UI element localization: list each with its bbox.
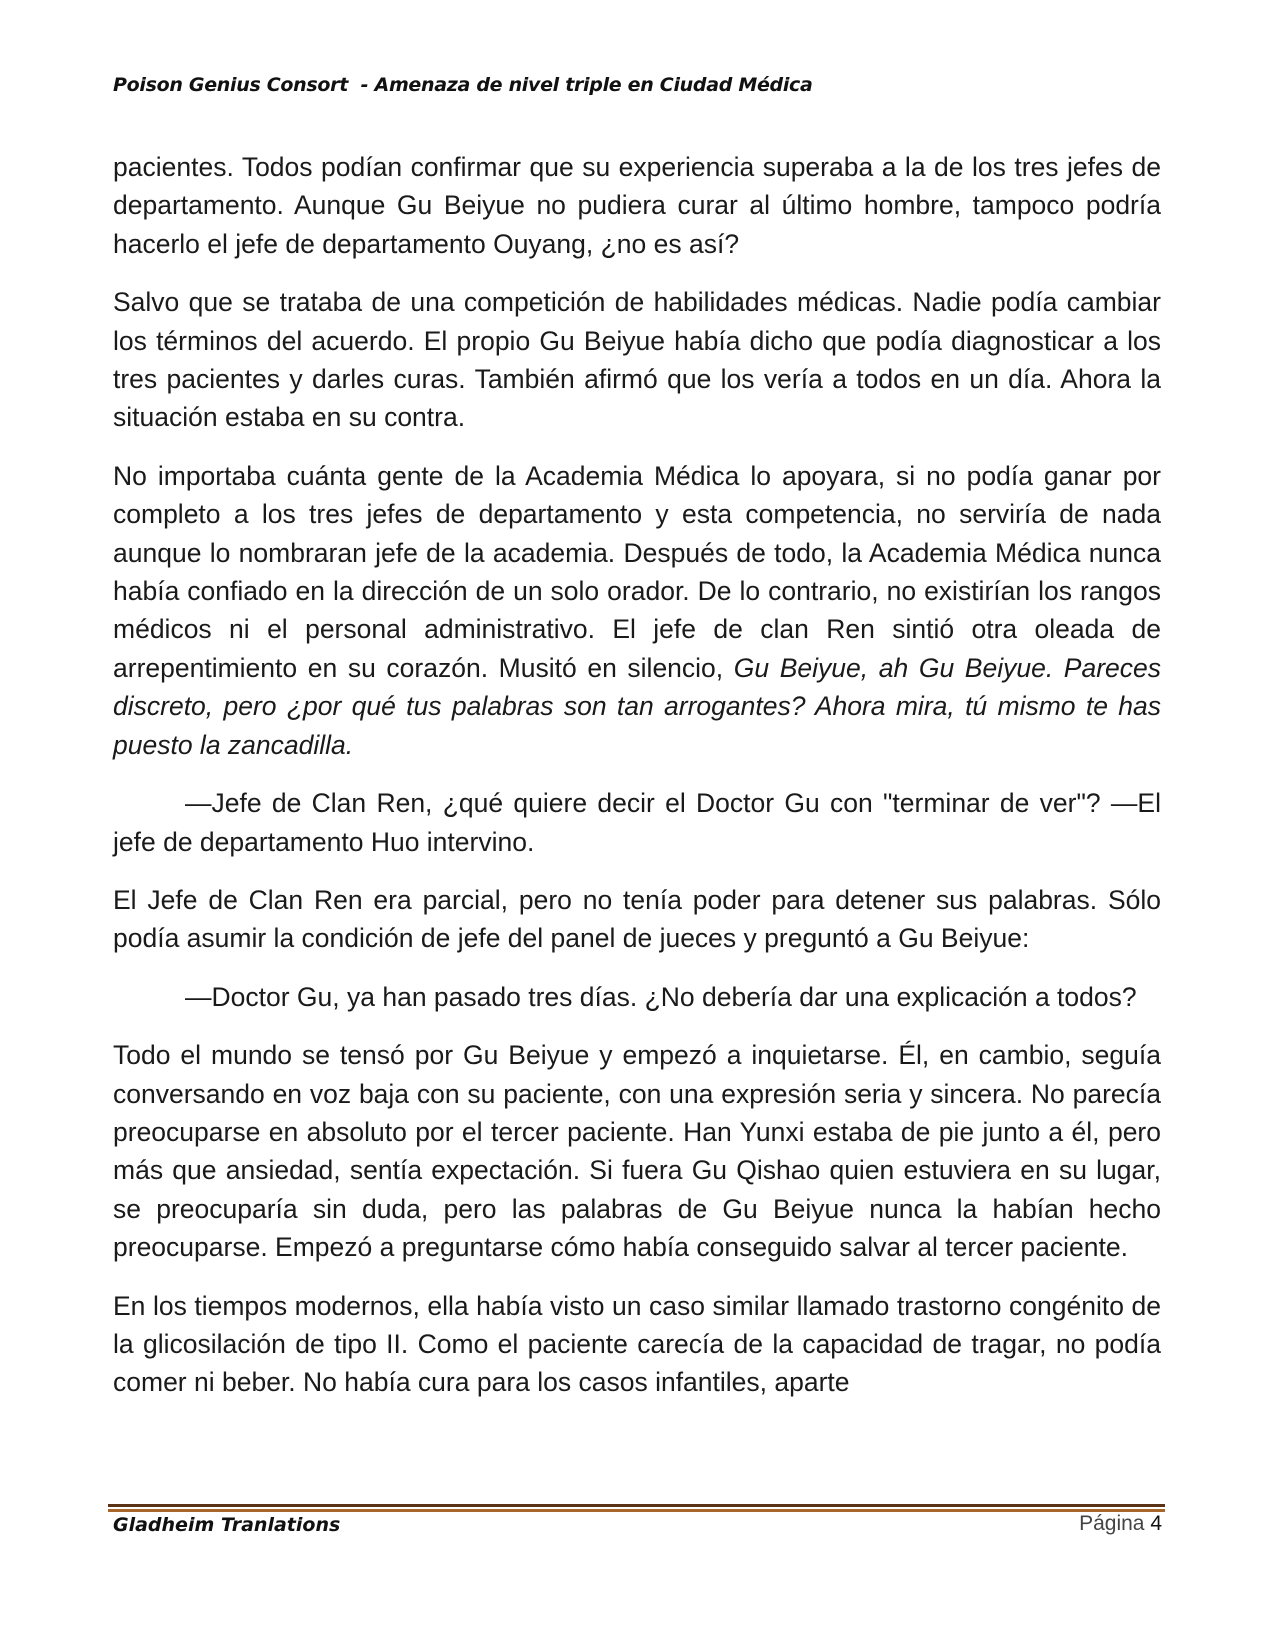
paragraph: Todo el mundo se tensó por Gu Beiyue y empezó a inquietarse. Él, en cambio, seguía conversando en voz baja con su paciente, con una expresión seria y sincera. No parecía preocuparse en absoluto por el tercer paciente. Han Yunxi estaba de pie junto a él, pero más que ansiedad, sentía expectación. Si fuera Gu Qishao quien estuviera en su lugar, se preocuparía sin duda, pero las palabras de Gu Beiyue nunca la habían hecho preocuparse. Empezó a preguntarse cómo había conseguido salvar al tercer paciente. bbox=[113, 1040, 1161, 1263]
paragraph bbox=[113, 457, 1161, 764]
paragraph: El Jefe de Clan Ren era parcial, pero no tenía poder para detener sus palabras. Sólo podía asumir la condición de jefe del panel de jueces y preguntó a Gu Beiyue: bbox=[113, 884, 1161, 954]
page-number-value: 4 bbox=[1150, 1512, 1162, 1535]
page-header-title: Poison Genius Consort - Amenaza de nivel triple en Ciudad Médica bbox=[113, 74, 813, 96]
paragraph: pacientes. Todos podían confirmar que su experiencia superaba a la de los tres jefes de departamento. Aunque Gu Beiyue no pudiera curar al último hombre, tampoco podría hacerlo el jefe de departamento Ouyang, ¿no es así? bbox=[113, 152, 1161, 259]
paragraph: Salvo que se trataba de una competición de habilidades médicas. Nadie podía cambiar los términos del acuerdo. El propio Gu Beiyue había dicho que podía diagnosticar a los tres pacientes y darles curas. También afirmó que los vería a todos en un día. Ahora la situación estaba en su contra. bbox=[113, 287, 1161, 433]
page-number bbox=[1079, 1512, 1162, 1536]
page-body bbox=[113, 148, 1161, 1422]
dialogue-paragraph: —Doctor Gu, ya han pasado tres días. ¿No debería dar una explicación a todos? bbox=[185, 981, 1137, 1012]
dialogue-paragraph: —Jefe de Clan Ren, ¿qué quiere decir el Doctor Gu con "terminar de ver"? —El jefe de departamento Huo intervino. bbox=[113, 788, 1161, 857]
page-label: Página bbox=[1079, 1512, 1145, 1535]
paragraph: En los tiempos modernos, ella había visto un caso similar llamado trastorno congénito de la glicosilación de tipo II. Como el paciente carecía de la capacidad de tragar, no podía comer ni beber. No había cura para los casos infantiles, aparte bbox=[113, 1290, 1161, 1398]
inner-thought-text: Gu Beiyue, ah Gu Beiyue. Pareces discreto, pero ¿por qué tus palabras son tan arrogantes? Ahora mira, tú mismo te has puesto la zancadilla. bbox=[113, 652, 1162, 760]
footer-credit: Gladheim Tranlations bbox=[113, 1514, 341, 1536]
paragraph-text: No importaba cuánta gente de la Academia Médica lo apoyara, si no podía ganar por completo a los tres jefes de departamento y esta competencia, no serviría de nada aunque lo nombraran jefe de la academia. Después de todo, la Academia Médica nunca había confiado en la dirección de un solo orador. De lo contrario, no existirían los rangos médicos ni el personal administrativo. El jefe de clan Ren sintió otra oleada de arrepentimiento en su corazón. Musitó en silencio, bbox=[113, 460, 1161, 683]
footer-divider bbox=[108, 1504, 1165, 1512]
